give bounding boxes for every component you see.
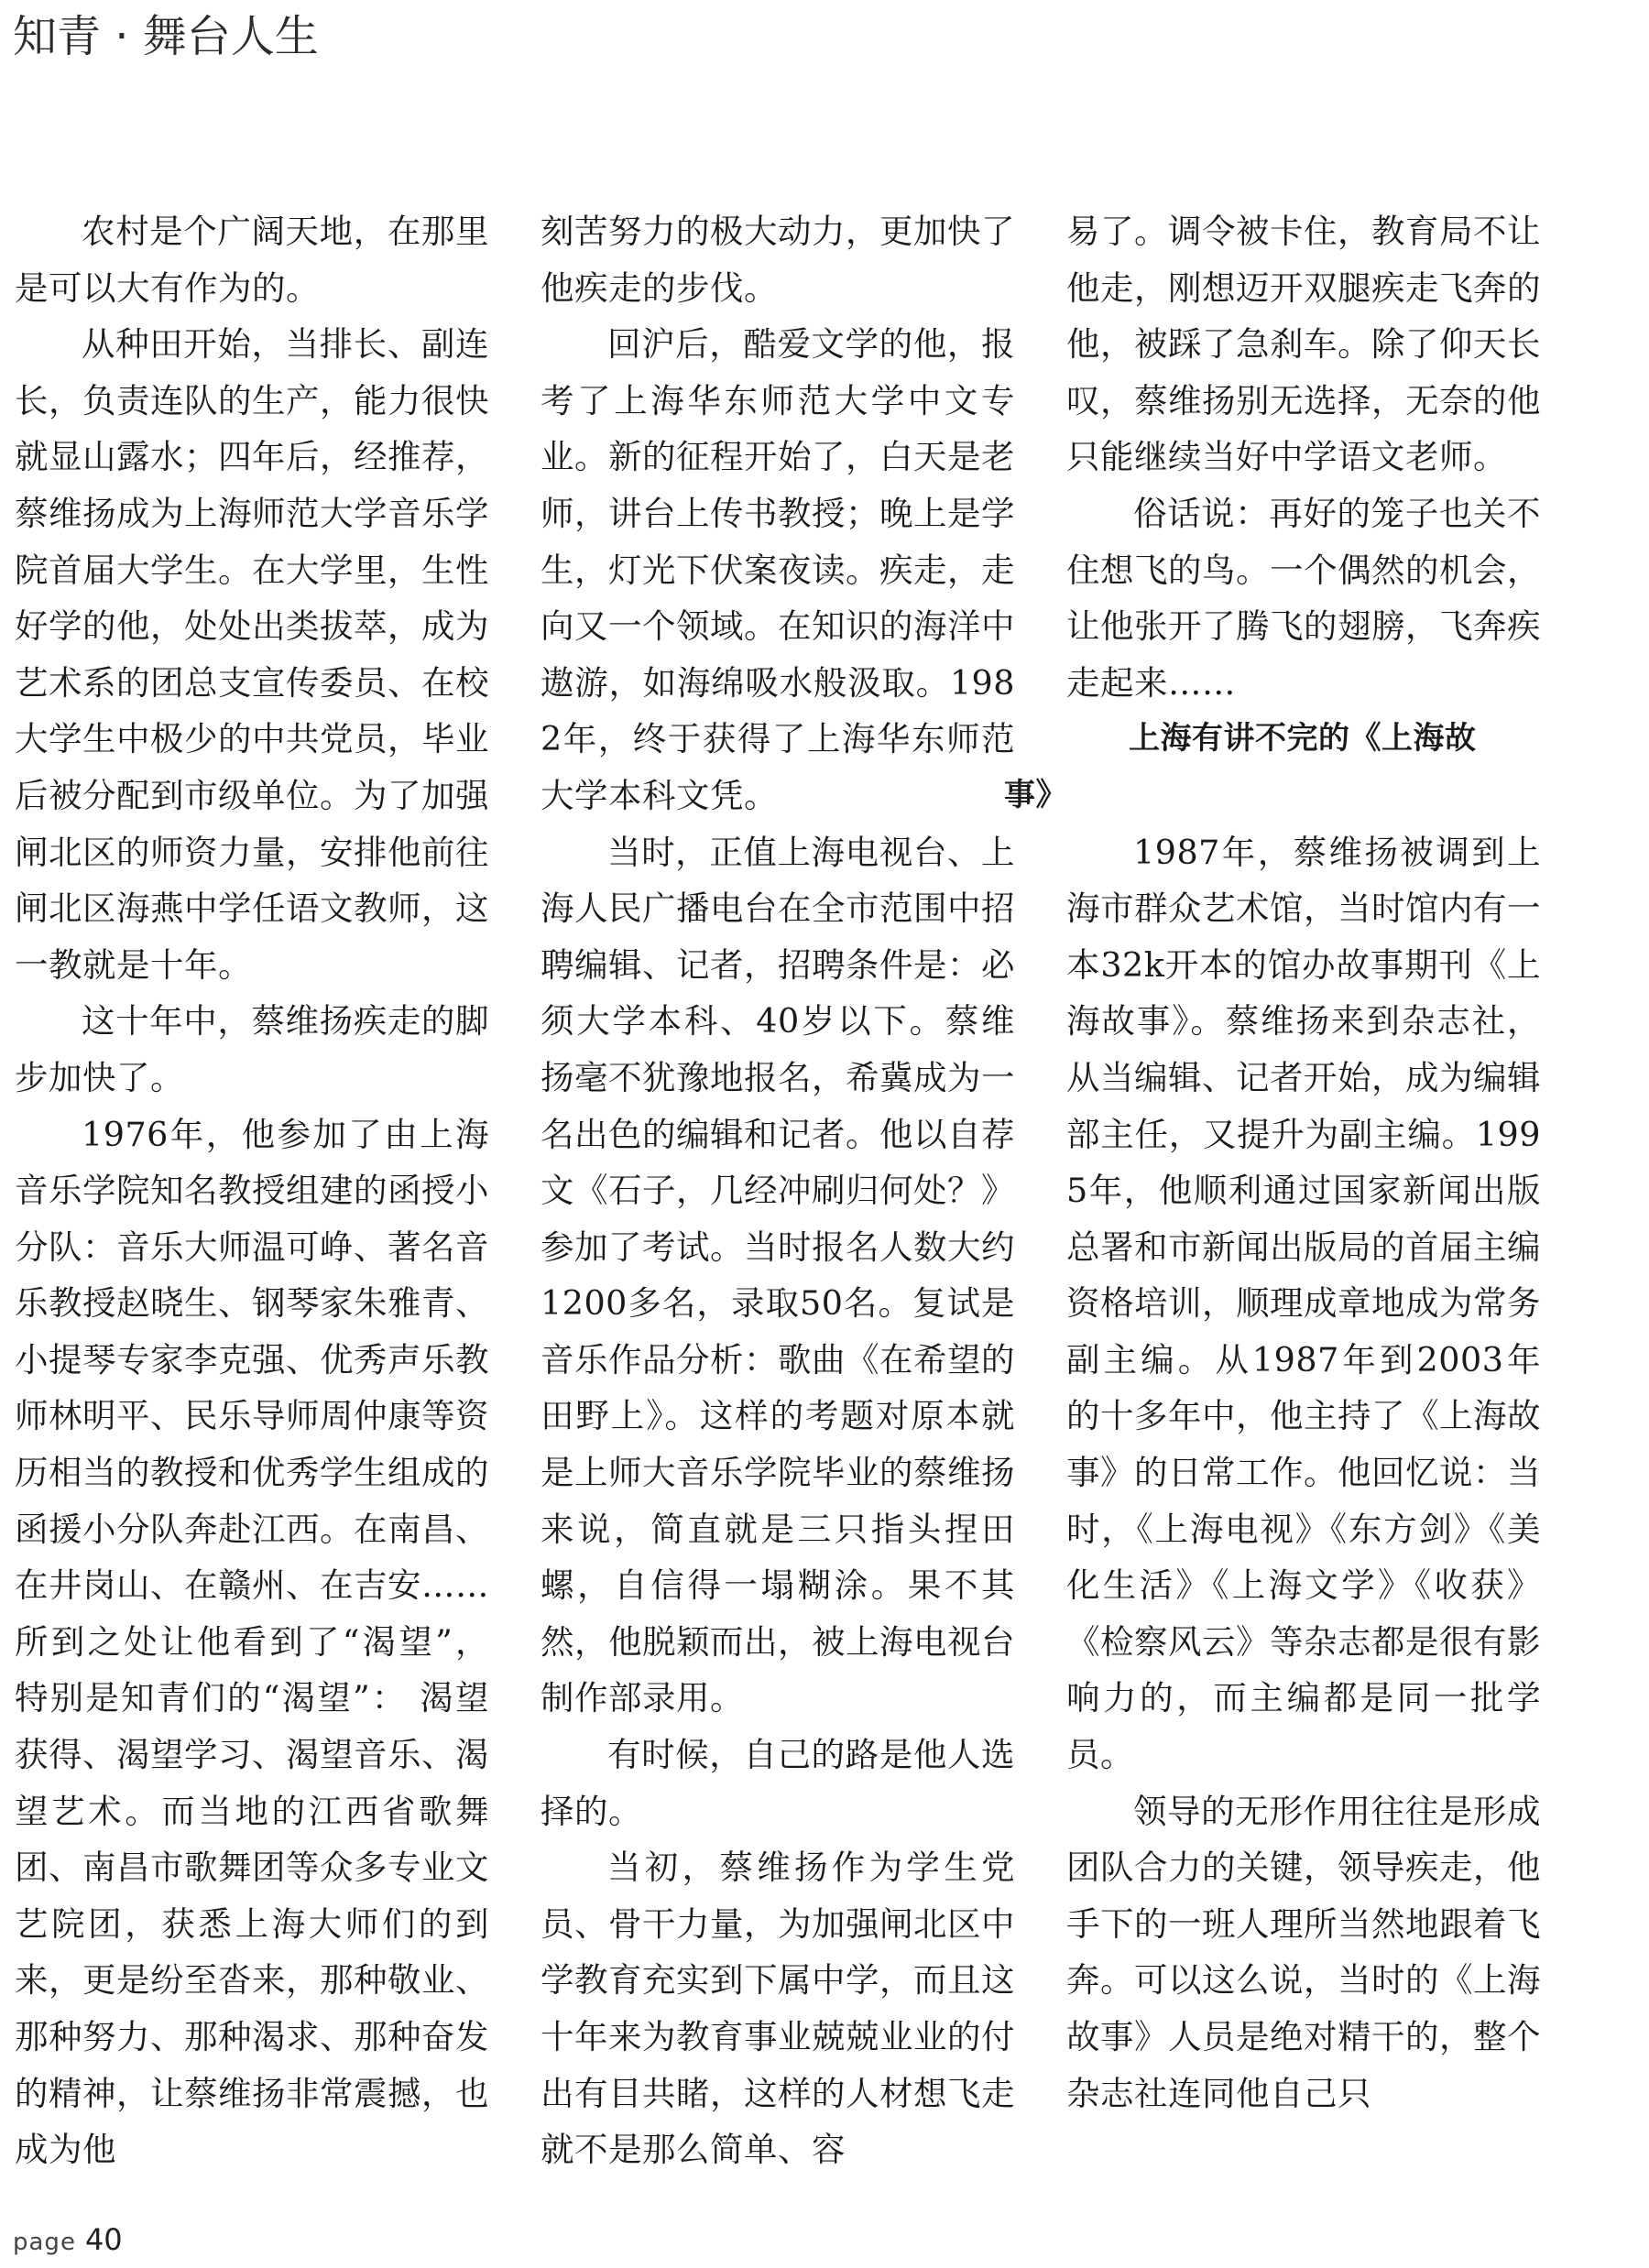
paragraph: 这十年中，蔡维扬疾走的脚步加快了。 <box>15 1001 489 1097</box>
text-column-2 <box>541 203 1015 2178</box>
page-number: 40 <box>84 2222 123 2257</box>
page-label: page <box>13 2229 76 2256</box>
text-column-3 <box>1004 203 1541 2121</box>
paragraph: 有时候，自己的路是他人选择的。 <box>541 1735 1015 1831</box>
text-column-1 <box>15 203 489 2178</box>
paragraph: 当时，正值上海电视台、上海人民广播电台在全市范围中招聘编辑、记者，招聘条件是：必须大学本科、40岁以下。蔡维扬毫不犹豫地报名，希冀成为一名出色的编辑和记者。他以自荐文《石子，几经冲刷归何处？》参加了考试。当时报名人数大约1200多名，录取50名。复试是音乐作品分析：歌曲《在希望的田野上》。这样的考题对原本就是上师大音乐学院毕业的蔡维扬来说，简直就是三只指头捏田螺，自信得一塌糊涂。果不其然，他脱颖而出，被上海电视台制作部录用。 <box>541 832 1015 1718</box>
running-header: 知青 · 舞台人生 <box>13 11 319 62</box>
paragraph-continued: 刻苦努力的极大动力，更加快了他疾走的步伐。 <box>541 212 1015 308</box>
paragraph: 回沪后，酷爱文学的他，报考了上海华东师范大学中文专业。新的征程开始了，白天是老师，讲台上传书教授；晚上是学生，灯光下伏案夜读。疾走，走向又一个领域。在知识的海洋中遨游，如海绵吸水般汲取。1982年，终于获得了上海华东师范大学本科文凭。 <box>541 324 1015 815</box>
paragraph: 1976年，他参加了由上海音乐学院知名教授组建的函授小分队：音乐大师温可峥、著名音乐教授赵晓生、钢琴家朱雅青、小提琴专家李克强、优秀声乐教师林明平、民乐导师周仲康等资历相当的教授和优秀学生组成的函援小分队奔赴江西。在南昌、在井岗山、在赣州、在吉安……所到之处让他看到了“渴望”，特别是知青们的“渴望”： 渴望获得、渴望学习、渴望音乐、渴望艺术。而当地的江西省歌舞团、南昌市歌舞团等众多专业文艺院团，获悉上海大师们的到来，更是纷至沓来，那种敬业、那种努力、那种渴求、那种奋发的精神，让蔡维扬非常震撼，也成为他 <box>15 1114 489 2170</box>
paragraph: 领导的无形作用往往是形成团队合力的关键，领导疾走，他手下的一班人理所当然地跟着飞奔。可以这么说，当时的《上海故事》人员是绝对精干的，整个杂志社连同他自己只 <box>1066 1791 1541 2113</box>
section-heading-line-1: 上海有讲不完的《上海故 <box>1129 720 1477 758</box>
paragraph: 从种田开始，当排长、副连长，负责连队的生产，能力很快就显山露水；四年后，经推荐，蔡维扬成为上海师范大学音乐学院首届大学生。在大学里，生性好学的他，处处出类拔萃，成为艺术系的团总支宣传委员、在校大学生中极少的中共党员，毕业后被分配到市级单位。为了加强闸北区的师资力量，安排他前往闸北区海燕中学任语文教师，这一教就是十年。 <box>15 324 489 985</box>
section-heading-line-2: 事》 <box>1004 776 1067 813</box>
paragraph: 当初，蔡维扬作为学生党员、骨干力量，为加强闸北区中学教育充实到下属中学，而且这十年来为教育事业兢兢业业的付出有目共睹，这样的人材想飞走就不是那么简单、容 <box>541 1848 1015 2170</box>
page-footer <box>13 2222 123 2257</box>
paragraph: 农村是个广阔天地，在那里是可以大有作为的。 <box>15 212 489 308</box>
paragraph: 1987年，蔡维扬被调到上海市群众艺术馆，当时馆内有一本32k开本的馆办故事期刊《上海故事》。蔡维扬来到杂志社，从当编辑、记者开始，成为编辑部主任，又提升为副主编。1995年，他顺利通过国家新闻出版总署和市新闻出版局的首届主编资格培训，顺理成章地成为常务副主编。从1987年到2003年的十多年中，他主持了《上海故事》的日常工作。他回忆说：当时，《上海电视》《东方剑》《美化生活》《上海文学》《收获》《检察风云》等杂志都是很有影响力的，而主编都是同一批学员。 <box>1066 832 1541 1775</box>
paragraph-continued: 易了。调令被卡住，教育局不让他走，刚想迈开双腿疾走飞奔的他，被踩了急刹车。除了仰天长叹，蔡维扬别无选择，无奈的他只能继续当好中学语文老师。 <box>1066 212 1541 477</box>
section-heading <box>1004 711 1541 823</box>
paragraph: 俗话说：再好的笼子也关不住想飞的鸟。一个偶然的机会，让他张开了腾飞的翅膀，飞奔疾走起来…… <box>1066 493 1541 703</box>
